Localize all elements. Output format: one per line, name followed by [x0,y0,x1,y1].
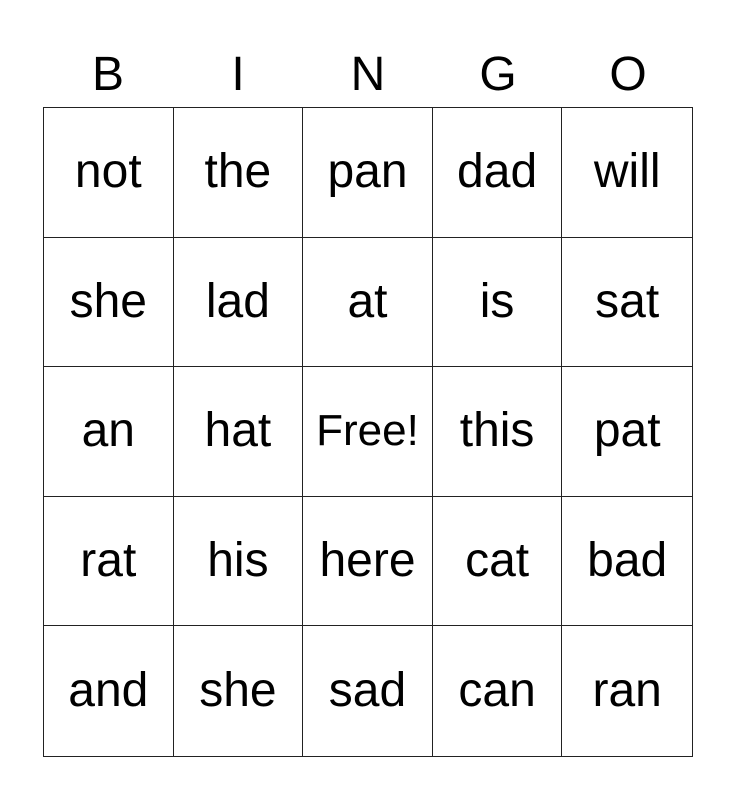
bingo-cell[interactable]: hat [174,367,304,497]
header-letter-n: N [350,48,386,101]
bingo-cell[interactable]: the [174,108,304,238]
bingo-cell[interactable]: and [44,626,174,756]
bingo-cell[interactable]: this [433,367,563,497]
bingo-cell[interactable]: cat [433,497,563,627]
bingo-cell[interactable]: rat [44,497,174,627]
header-letter-g: G [479,48,517,101]
bingo-cell[interactable]: she [174,626,304,756]
bingo-cell[interactable]: pan [303,108,433,238]
header-letter-i: I [231,48,245,101]
bingo-cell[interactable]: his [174,497,304,627]
bingo-cell[interactable]: she [44,238,174,368]
bingo-cell[interactable]: will [562,108,692,238]
bingo-board [43,107,693,757]
bingo-cell[interactable]: an [44,367,174,497]
bingo-cell[interactable]: pat [562,367,692,497]
bingo-cell[interactable]: sat [562,238,692,368]
bingo-cell[interactable]: is [433,238,563,368]
free-space-cell[interactable]: Free! [303,367,433,497]
bingo-cell[interactable]: bad [562,497,692,627]
bingo-cell[interactable]: at [303,238,433,368]
bingo-cell[interactable]: sad [303,626,433,756]
bingo-cell[interactable]: ran [592,664,662,718]
bingo-cell[interactable]: can [433,626,563,756]
bingo-cell[interactable]: here [303,497,433,627]
bingo-cell[interactable]: not [44,108,174,238]
bingo-cell[interactable]: dad [433,108,563,238]
bingo-cell[interactable]: lad [174,238,304,368]
header-letter-b: B [91,48,124,101]
bingo-header [43,42,693,108]
header-letter-o: O [609,48,647,101]
